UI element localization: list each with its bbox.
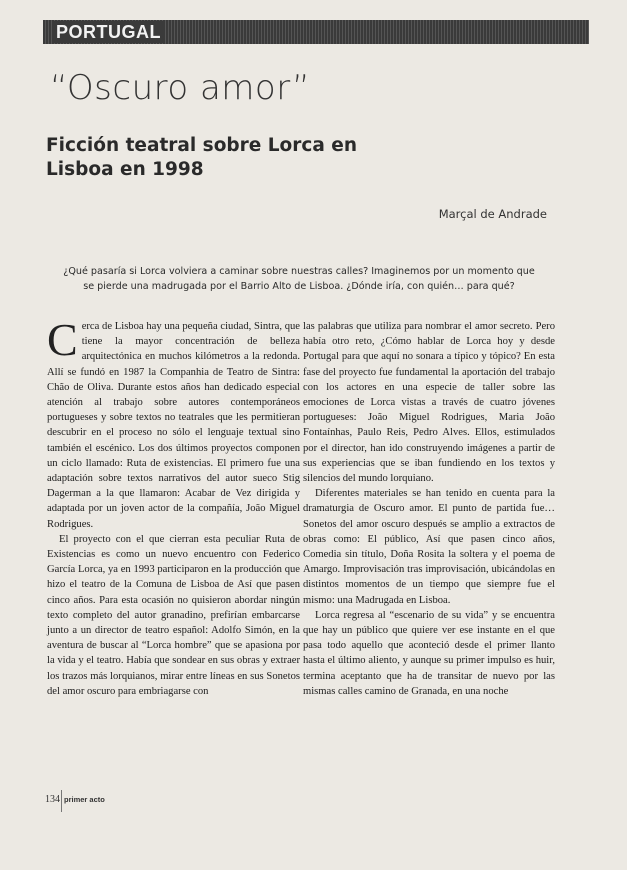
body-column-left	[47, 314, 300, 699]
drop-cap: C	[47, 314, 78, 365]
paragraph-text: erca de Lisboa hay una pequeña ciudad, Sintra, que tiene la mayor concentración de belleza arquitectónica en muchos kilómetros a la redonda. Allí se fundó en 1987 la Companhia de Teatro de Sintra: Chão de Oliva. Durante estos años han dedicado especial atención al trabajo sobre autores contemporáneos portugueses y sobre textos no teatrales que les permitieran descubrir en el proceso no sólo el lenguaje textual sino también el escénico. Los dos últimos proyectos componen un ciclo llamado: Ruta de existencias. El primero fue una adaptación sobre textos narrativos del autor sueco Stig Dagerman a la que llamaron: Acabar de Vez dirigida y adaptada por un joven actor de la compañía, João Miguel Rodrigues.	[47, 321, 300, 530]
body-paragraph: las palabras que utiliza para nombrar el amor secreto. Pero había otro reto, ¿Cómo hablar de Lorca hoy y desde Portugal para que aquí no sonara a típico y tópico? En esta fase del proyecto fue fundamental la aportación del trabajo con los actores en una especie de taller sobre las emociones de Lorca vistas a través de cuatro jóvenes portugueses: João Miguel Rodrigues, Maria João Fontaínhas, Paulo Reis, Pedro Alves. Ellos, estimulados por el director, han ido construyendo imágenes a partir de sus experiencias que se iban fundiendo en los textos y silencios del mundo lorquiano.	[303, 321, 555, 485]
body-paragraph: Diferentes materiales se han tenido en cuenta para la dramaturgia de Oscuro amor. El punto de partida fue… Sonetos del amor oscuro después se amplio a extractos de obras como: El público, Así que pasen cinco años, Comedia sin título, Doña Rosita la soltera y el poema de Amargo. Improvisación tras improvisación, ubicándolas en distintos momentos de un tiempo que siempre fue el mismo: una Madrugada en Lisboa.	[303, 488, 555, 606]
page-number: 134	[45, 794, 60, 805]
publication-name: primer acto	[64, 795, 105, 804]
article-lead: ¿Qué pasaría si Lorca volviera a caminar sobre nuestras calles? Imaginemos por un momento que se pierde una madrugada por el Barrio Alto de Lisboa. ¿Dónde iría, con quién… para qué?	[63, 266, 535, 292]
body-column-right	[303, 319, 555, 699]
body-paragraph: El proyecto con el que cierran esta peculiar Ruta de Existencias es como un nuevo encuentro con Federico García Lorca, ya en 1993 participaron en la producción que hizo el teatro de la Comuna de Lisboa de Así que pasen cinco años. Para esta ocasión no quisieron abordar ningún texto completo del autor granadino, prefirían embarcarse junto a un director de teatro español: Adolfo Simón, en la aventura de buscar al “Lorca hombre” que se apasiona por la vida y el teatro. Había que sondear en sus obras y extraer los trazos más lorquianos, mirar entre líneas en sus Sonetos del amor oscuro para embriagarse con	[47, 533, 300, 697]
article-title: “Oscuro amor”	[50, 68, 311, 108]
section-label: PORTUGAL	[52, 21, 165, 43]
page-footer	[45, 794, 105, 805]
body-paragraph: Lorca regresa al “escenario de su vida” y se encuentra que hay un público que quiere ver ese instante en el que pasa todo aquello que aconteció desde el primer llanto hasta el último aliento, y aunque su primer impulso es huir, termina aceptanto que ha de transitar de nuevo por las mismas calles camino de Granada, en una noche	[303, 609, 555, 697]
article-author: Marçal de Andrade	[438, 207, 547, 221]
body-paragraph	[47, 314, 300, 532]
article-subtitle: Ficción teatral sobre Lorca en Lisboa en 1998	[46, 135, 357, 180]
